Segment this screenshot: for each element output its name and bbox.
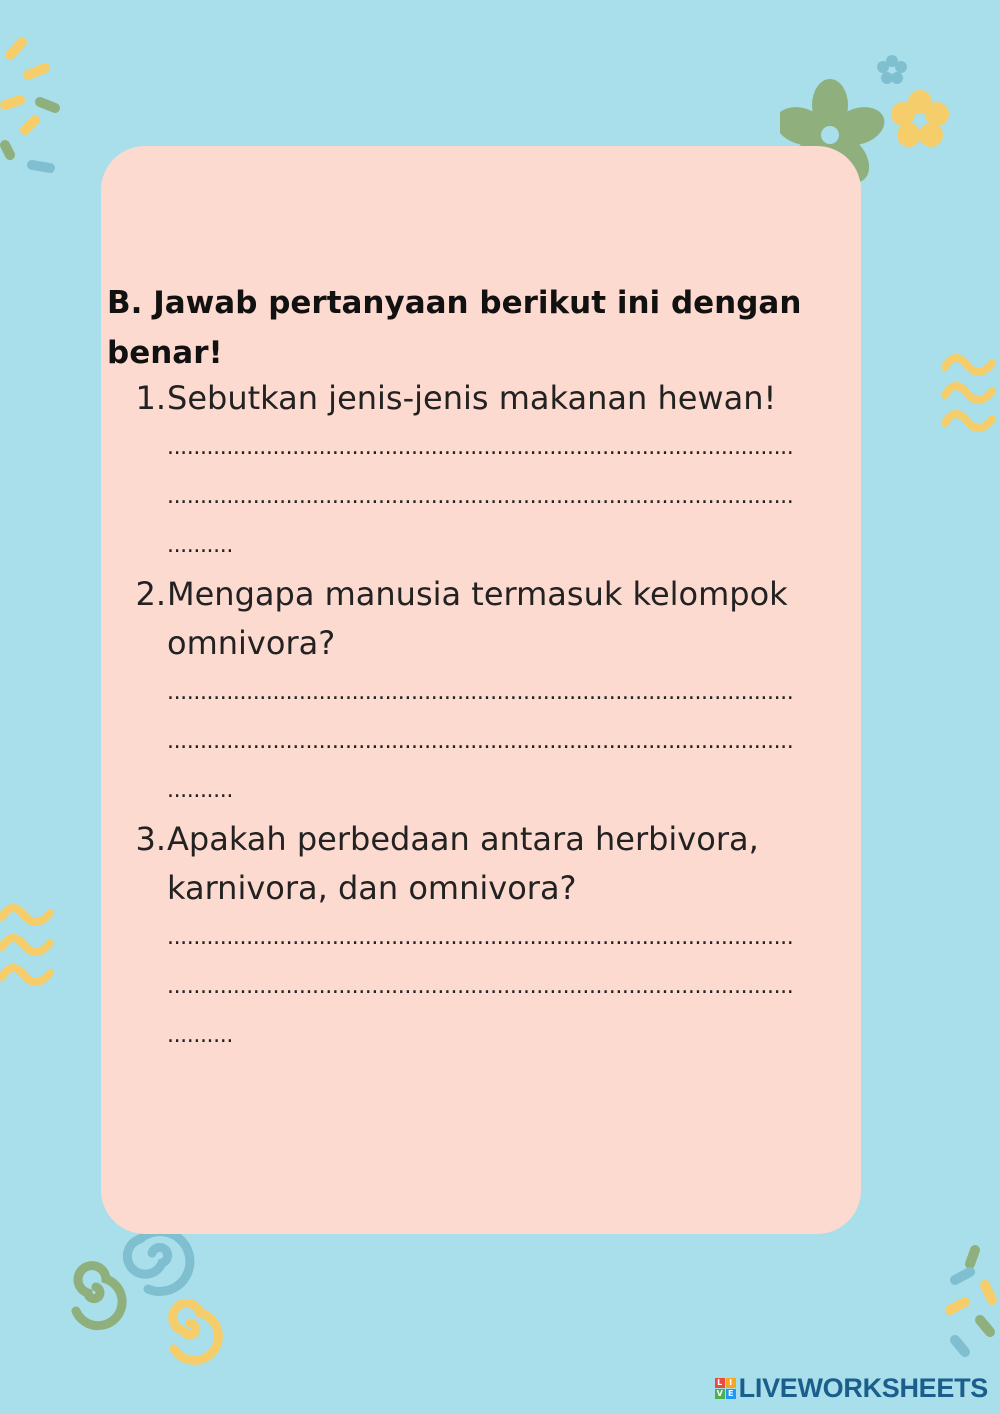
answer-line[interactable]: ............................................................................................... [167, 729, 794, 754]
confetti-decoration-top-left [0, 30, 70, 180]
answer-line[interactable]: ............................................................................................... [167, 974, 794, 999]
section-heading: B. Jawab pertanyaan berikut ini dengan benar! [107, 285, 802, 371]
answer-line[interactable]: ............................................................................................... [167, 484, 794, 509]
question-number: 1. [135, 379, 166, 417]
question-text: Sebutkan jenis-jenis makanan hewan! [167, 379, 777, 417]
question-number: 2. [135, 575, 166, 613]
question-text: Apakah perbedaan antara herbivora, karnivora, dan omnivora? [167, 820, 759, 907]
question-3 [126, 815, 861, 1060]
answer-line[interactable]: ............................................................................................... [167, 435, 794, 460]
squiggle-decoration-left [0, 895, 60, 995]
squiggle-decoration-right [940, 345, 1000, 445]
answer-line[interactable]: .......... [167, 778, 233, 803]
question-1 [126, 374, 861, 570]
liveworksheets-logo [715, 1373, 988, 1404]
question-2 [126, 570, 861, 815]
logo-text: LIVEWORKSHEETS [738, 1373, 988, 1403]
question-number: 3. [135, 820, 166, 858]
answer-line[interactable]: .......... [167, 1023, 233, 1048]
answer-line[interactable]: ............................................................................................... [167, 925, 794, 950]
answer-line[interactable]: .......... [167, 533, 233, 558]
logo-mark-icon: L I V E [715, 1378, 736, 1399]
question-text: Mengapa manusia termasuk kelompok omnivora? [167, 575, 788, 662]
confetti-decoration-bottom-right [940, 1240, 1000, 1380]
answer-line[interactable]: ............................................................................................... [167, 680, 794, 705]
